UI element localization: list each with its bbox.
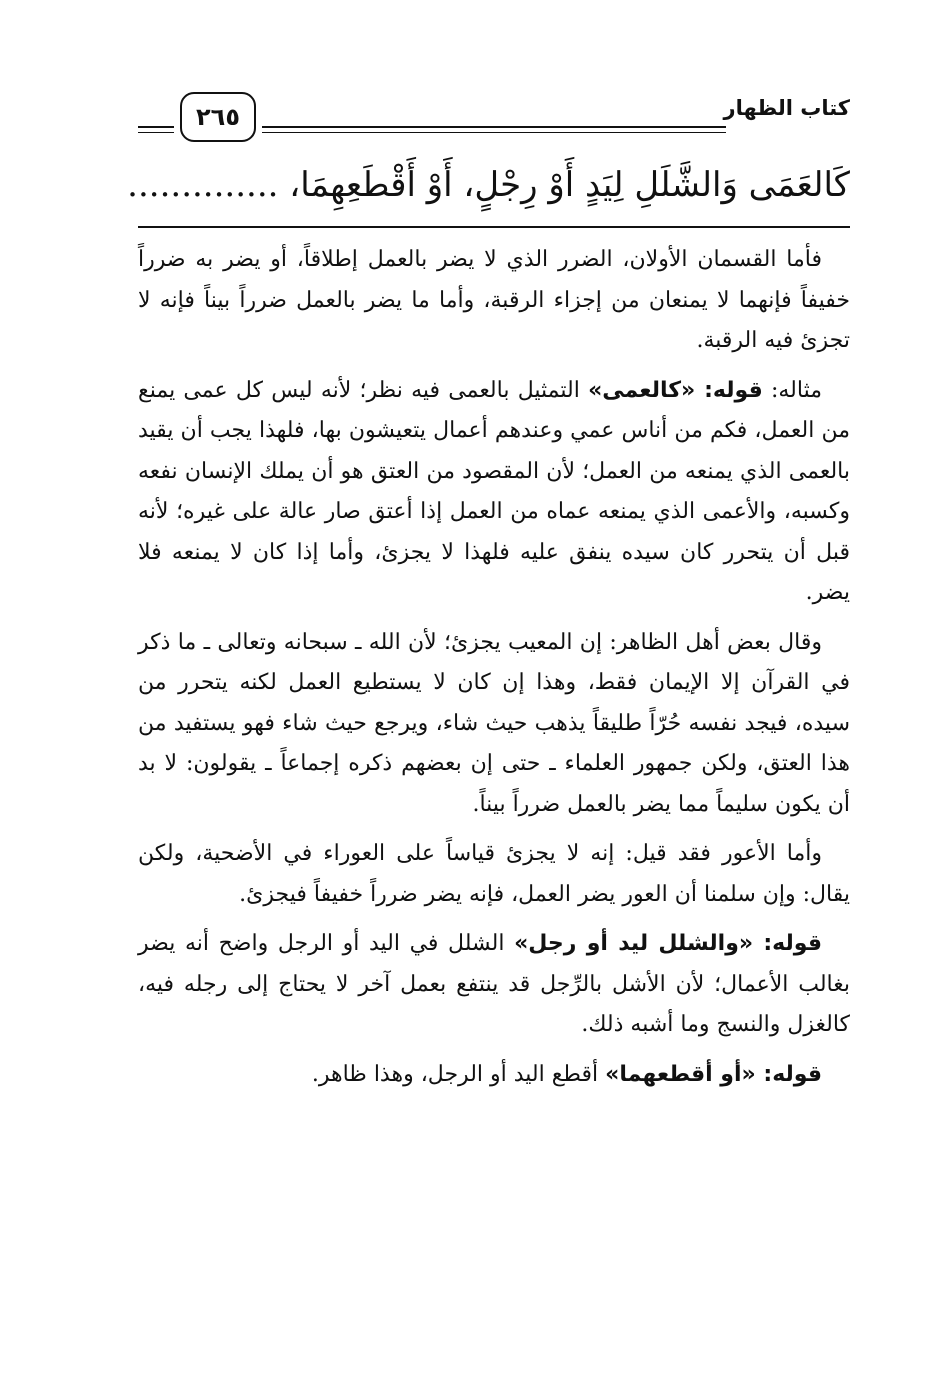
page-number: ٢٦٥ bbox=[180, 92, 256, 142]
header-rule-left bbox=[138, 126, 174, 128]
paragraph-prefix: مثاله: bbox=[762, 377, 823, 403]
paragraph bbox=[138, 834, 850, 915]
paragraph-text: الشلل في اليد أو الرجل واضح أنه يضر بغالب الأعمال؛ لأن الأشل بالرِّجل قد ينتفع بعمل آخر لا يحتاج إلى رجله فيه، كالغزل والنسج وما أشبه ذلك. bbox=[138, 931, 850, 1037]
matn-divider bbox=[138, 226, 850, 228]
paragraph-text: التمثيل بالعمى فيه نظر؛ لأنه ليس كل عمى يمنع من العمل، فكم من أناس عمي وعندهم أعمال يتعيشون بها، فلهذا يجب أن يقيد بالعمى الذي يمنعه من العمل؛ لأن المقصود من العتق هو أن يملك الإنسان نفعه وكسبه، والأعمى الذي يمنعه عماه من العمل إذا أعتق صار عالة على غيره؛ لأنه قبل أن يتحرر كان سيده ينفق عليه فلهذا لا يجزئ، وأما إذا كان لا يمنعه فلا يضر. bbox=[138, 377, 850, 605]
paragraph-text: أقطع اليد أو الرجل، وهذا ظاهر. bbox=[311, 1061, 606, 1087]
matn-line: كَالعَمَى وَالشَّلَلِ لِيَدٍ أَوْ رِجْلٍ، أَوْ أَقْطَعِهِمَا، .............. bbox=[127, 165, 850, 205]
paragraph-text: وأما الأعور فقد قيل: إنه لا يجزئ قياساً على العوراء في الأضحية، ولكن يقال: وإن سلمنا أن العور يضر العمل، فإنه يضر ضرراً خفيفاً فيجزئ. bbox=[138, 841, 850, 907]
paragraph bbox=[138, 240, 850, 362]
paragraph bbox=[138, 924, 850, 1046]
paragraph-text: فأما القسمان الأولان، الضرر الذي لا يضر بالعمل إطلاقاً، أو يضر به ضرراً خفيفاً فإنهما لا يمنعان من إجزاء الرقبة، وأما ما يضر بالعمل ضرراً بيناً فإنه لا تجزئ فيه الرقبة. bbox=[138, 247, 850, 353]
quoted-phrase: قوله: «أو أقطعهما» bbox=[605, 1061, 822, 1087]
header-rule-right bbox=[262, 126, 726, 128]
page-header bbox=[138, 88, 850, 150]
paragraph bbox=[138, 623, 850, 826]
paragraph bbox=[138, 1055, 850, 1096]
paragraph bbox=[138, 371, 850, 614]
paragraph-text: وقال بعض أهل الظاهر: إن المعيب يجزئ؛ لأن الله ـ سبحانه وتعالى ـ ما ذكر في القرآن إلا الإيمان فقط، وهذا إن كان لا يستطيع العمل لكنه يتحرر من سيده، فيجد نفسه حُرّاً طليقاً يذهب حيث شاء، ويرجع حيث شاء فهو يستفيد من هذا العتق، ولكن جمهور العلماء ـ حتى إن بعضهم ذكره إجماعاً ـ يقولون: لا بد أن يكون سليماً مما يضر بالعمل ضرراً بيناً. bbox=[138, 629, 850, 817]
commentary-body bbox=[138, 240, 850, 1104]
header-rule-right-thin bbox=[262, 132, 726, 133]
quoted-phrase: قوله: «والشلل ليد أو رجل» bbox=[514, 931, 822, 956]
header-rule-left-thin bbox=[138, 132, 174, 133]
quoted-phrase: قوله: «كالعمى» bbox=[588, 377, 763, 403]
book-title: كتاب الظهار bbox=[723, 96, 850, 120]
